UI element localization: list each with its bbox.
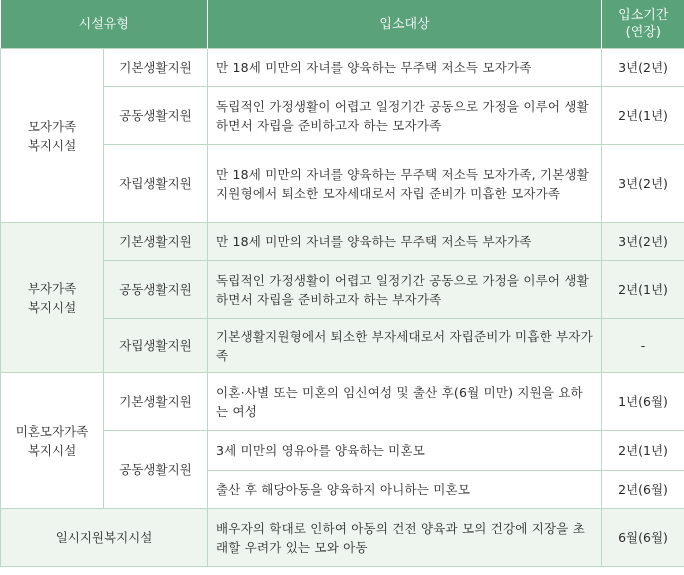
target-cell: 배우자의 학대로 인하여 아동의 건전 양육과 모의 건강에 지장을 초래할 우려가 있는 모와 아동	[208, 509, 602, 567]
facility-type-line2: 복지시설	[27, 299, 77, 315]
table-row	[1, 373, 684, 431]
period-cell: 2년(6월)	[602, 471, 684, 509]
facility-type-cell	[1, 49, 104, 223]
facility-type-line2: 복지시설	[27, 137, 77, 153]
facility-type-line1: 미혼모자가족	[15, 423, 89, 439]
period-cell: 6월(6월)	[602, 509, 684, 567]
sub-type-cell: 자립생활지원	[104, 145, 208, 223]
table-row	[1, 431, 684, 471]
sub-type-cell: 자립생활지원	[104, 319, 208, 373]
period-cell: 3년(2년)	[602, 223, 684, 261]
table-row	[1, 509, 684, 567]
target-cell: 기본생활지원형에서 퇴소한 부자세대로서 자립준비가 미흡한 부자가족	[208, 319, 602, 373]
table-row	[1, 49, 684, 87]
table-row	[1, 319, 684, 373]
period-cell: -	[602, 319, 684, 373]
header-period-line2: (연장)	[625, 25, 661, 40]
period-cell: 3년(2년)	[602, 145, 684, 223]
sub-type-cell: 공동생활지원	[104, 87, 208, 145]
sub-type-cell: 공동생활지원	[104, 261, 208, 319]
facility-type-cell	[1, 223, 104, 373]
period-cell: 2년(1년)	[602, 431, 684, 471]
header-facility-type: 시설유형	[1, 0, 208, 49]
facility-type-line1: 모자가족	[27, 118, 77, 134]
target-cell: 만 18세 미만의 자녀를 양육하는 무주택 저소득 모자가족, 기본생활지원형에서 퇴소한 모자세대로서 자립 준비가 미흡한 모자가족	[208, 145, 602, 223]
period-cell: 2년(1년)	[602, 261, 684, 319]
facility-type-line1: 부자가족	[27, 280, 77, 296]
header-period-line1: 입소기간	[618, 8, 669, 23]
target-cell: 만 18세 미만의 자녀를 양육하는 무주택 저소득 부자가족	[208, 223, 602, 261]
table-header-row	[1, 0, 684, 49]
facility-type-line2: 복지시설	[27, 442, 77, 458]
period-cell: 1년(6월)	[602, 373, 684, 431]
facility-type-cell: 일시지원복지시설	[1, 509, 208, 567]
target-cell: 출산 후 해당아동을 양육하지 아니하는 미혼모	[208, 471, 602, 509]
target-cell: 독립적인 가정생활이 어렵고 일정기간 공동으로 가정을 이루어 생활하면서 자립을 준비하고자 하는 모자가족	[208, 87, 602, 145]
table-row	[1, 223, 684, 261]
target-cell: 3세 미만의 영유아를 양육하는 미혼모	[208, 431, 602, 471]
sub-type-cell: 공동생활지원	[104, 431, 208, 509]
facility-type-cell	[1, 373, 104, 509]
sub-type-cell: 기본생활지원	[104, 373, 208, 431]
table-row	[1, 145, 684, 223]
target-cell: 독립적인 가정생활이 어렵고 일정기간 공동으로 가정을 이루어 생활하면서 자립을 준비하고자 하는 부자가족	[208, 261, 602, 319]
header-period	[602, 0, 684, 49]
table-row	[1, 261, 684, 319]
header-target: 입소대상	[208, 0, 602, 49]
table-row	[1, 87, 684, 145]
period-cell: 3년(2년)	[602, 49, 684, 87]
period-cell: 2년(1년)	[602, 87, 684, 145]
target-cell: 이혼·사별 또는 미혼의 임신여성 및 출산 후(6월 미만) 지원을 요하는 여성	[208, 373, 602, 431]
sub-type-cell: 기본생활지원	[104, 223, 208, 261]
sub-type-cell: 기본생활지원	[104, 49, 208, 87]
target-cell: 만 18세 미만의 자녀를 양육하는 무주택 저소득 모자가족	[208, 49, 602, 87]
